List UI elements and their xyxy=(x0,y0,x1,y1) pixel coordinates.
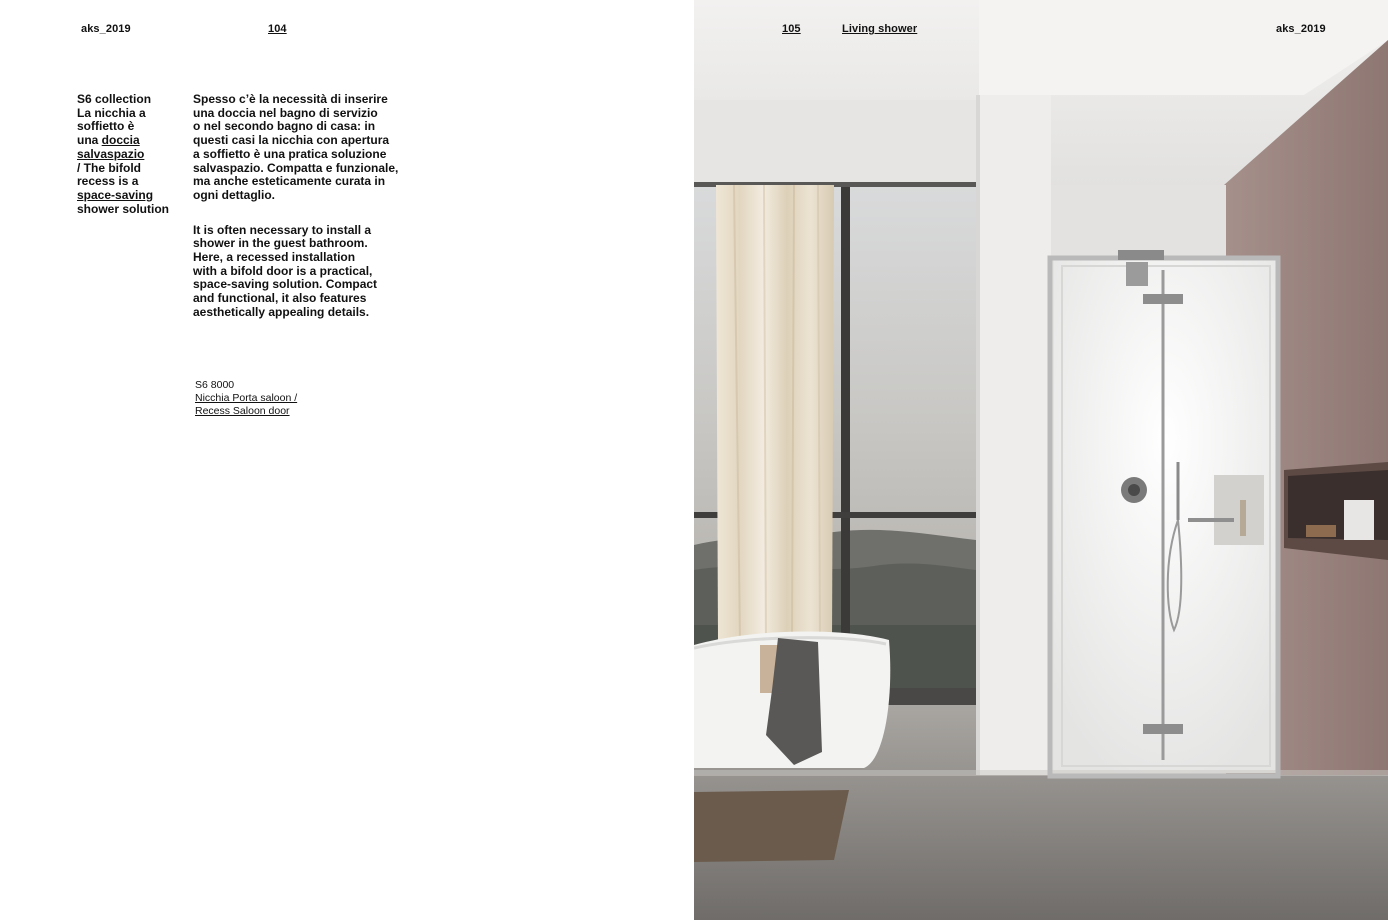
body-line: ma anche esteticamente curata in xyxy=(193,174,386,189)
product-link-line1[interactable]: Nicchia Porta saloon / xyxy=(195,392,298,404)
body-line: Spesso c’è la necessità di inserire xyxy=(193,92,388,106)
body-line: una doccia nel bagno di servizio xyxy=(193,105,378,120)
side-heading-line: shower solution xyxy=(77,201,170,216)
side-heading xyxy=(77,93,187,216)
body-line: shower in the guest bathroom. xyxy=(193,236,368,251)
body-text xyxy=(193,93,408,320)
body-paragraph-italian xyxy=(193,93,408,203)
section-title[interactable]: Living shower xyxy=(842,23,918,35)
brand-label-right: aks_2019 xyxy=(1276,23,1326,35)
page-number-left[interactable]: 104 xyxy=(268,23,287,35)
side-heading-line: recess is a xyxy=(77,174,139,189)
body-line: aesthetically appealing details. xyxy=(193,304,370,319)
product-caption xyxy=(195,379,297,418)
body-line: and functional, it also features xyxy=(193,291,367,306)
side-heading-line: / The bifold xyxy=(77,160,141,175)
body-line: salvaspazio. Compatta e funzionale, xyxy=(193,160,399,175)
side-heading-line: S6 collection xyxy=(77,92,152,106)
body-line: a soffietto è una pratica soluzione xyxy=(193,146,387,161)
page-number-right[interactable]: 105 xyxy=(782,23,801,35)
body-line: o nel secondo bagno di casa: in xyxy=(193,119,376,134)
body-line: Here, a recessed installation xyxy=(193,250,356,265)
link-space-saving[interactable]: space-saving xyxy=(77,187,154,202)
product-code: S6 8000 xyxy=(195,379,235,391)
side-heading-prefix: una xyxy=(77,133,102,148)
right-page xyxy=(694,0,1388,920)
product-link-line2[interactable]: Recess Saloon door xyxy=(195,405,290,417)
link-doccia[interactable]: doccia xyxy=(101,133,140,148)
body-line: with a bifold door is a practical, xyxy=(193,263,373,278)
body-line: ogni dettaglio. xyxy=(193,187,275,202)
bathroom-photo xyxy=(694,0,1388,920)
brand-label-left: aks_2019 xyxy=(81,23,131,35)
body-line: It is often necessary to install a xyxy=(193,222,372,237)
side-heading-line xyxy=(77,134,187,148)
link-salvaspazio[interactable]: salvaspazio xyxy=(77,146,145,161)
body-line: space-saving solution. Compact xyxy=(193,277,378,292)
body-line: questi casi la nicchia con apertura xyxy=(193,133,390,148)
side-heading-line: soffietto è xyxy=(77,119,135,134)
body-paragraph-english xyxy=(193,224,408,320)
side-heading-line: La nicchia a xyxy=(77,105,146,120)
